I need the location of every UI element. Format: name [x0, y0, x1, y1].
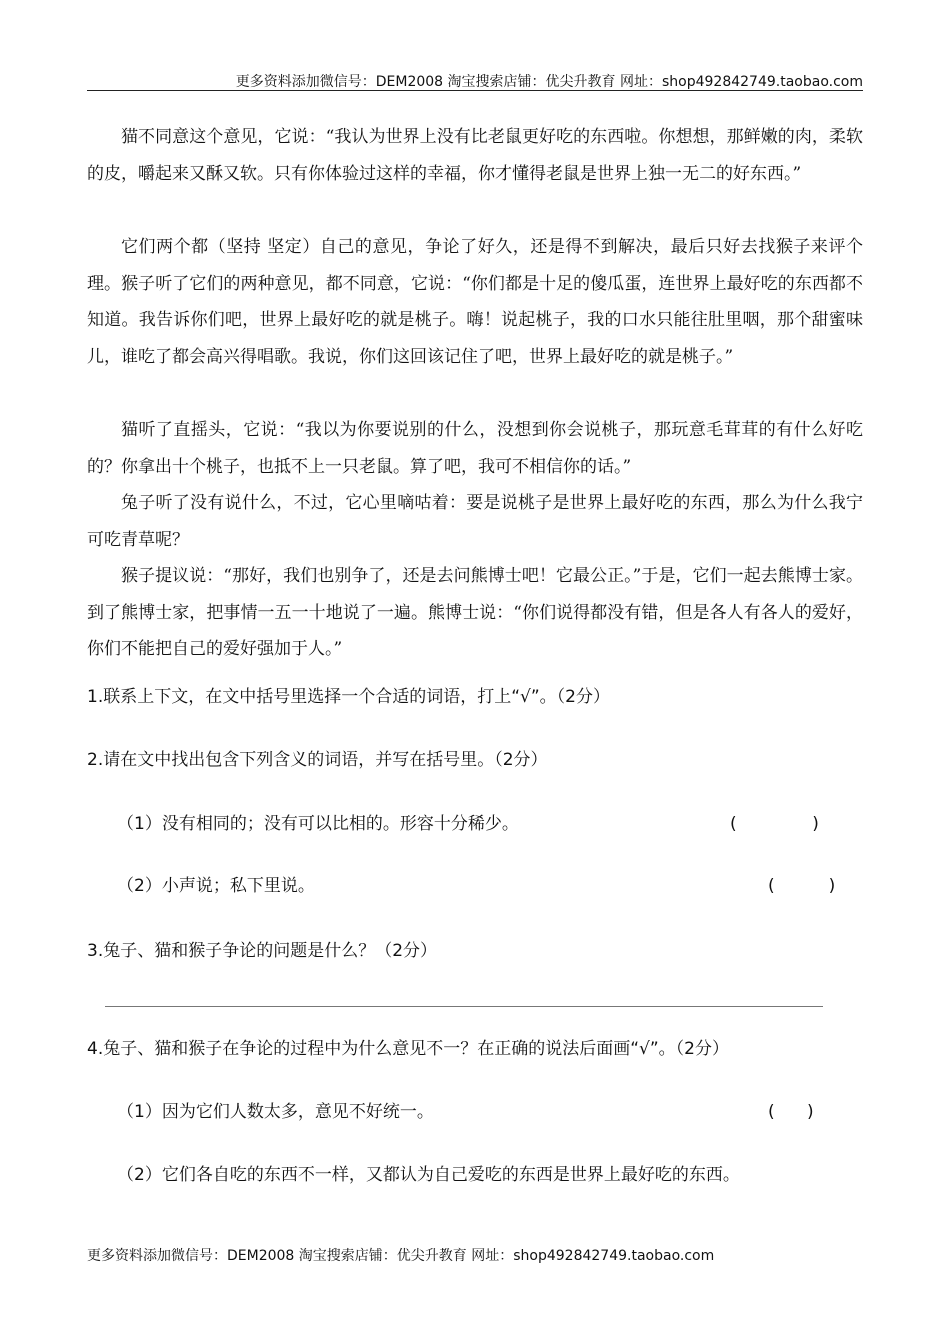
page-footer: 更多资料添加微信号：DEM2008 淘宝搜索店铺：优尖升教育 网址：shop492842749.taobao.com	[87, 1248, 715, 1264]
question-3: 3.兔子、猫和猴子争论的问题是什么？（2分）	[87, 941, 438, 961]
question-1: 1.联系上下文，在文中括号里选择一个合适的词语，打上“√”。（2分）	[87, 687, 610, 707]
page-header: 更多资料添加微信号：DEM2008 淘宝搜索店铺：优尖升教育 网址：shop492842749.taobao.com	[235, 74, 863, 90]
question-3-answer-line[interactable]	[105, 1006, 823, 1007]
question-2-item-1-answer-blank[interactable]: ( )	[730, 814, 819, 834]
passage-paragraph-5: 猴子提议说：“那好，我们也别争了，还是去问熊博士吧！它最公正。”于是，它们一起去熊博士家。到了熊博士家，把事情一五一十地说了一遍。熊博士说：“你们说得都没有错，但是各人有各人的爱好，你们不能把自己的爱好强加于人。”	[87, 566, 863, 659]
question-4-option-2: （2）它们各自吃的东西不一样，又都认为自己爱吃的东西是世界上最好吃的东西。	[117, 1165, 740, 1185]
passage-paragraph-1: 猫不同意这个意见，它说：“我认为世界上没有比老鼠更好吃的东西啦。你想想，那鲜嫩的肉，柔软的皮，嚼起来又酥又软。只有你体验过这样的幸福，你才懂得老鼠是世界上独一无二的好东西。”	[87, 127, 863, 184]
question-2-item-1: （1）没有相同的；没有可以比相的。形容十分稀少。	[117, 814, 519, 834]
passage-paragraph-4: 兔子听了没有说什么，不过，它心里嘀咕着：要是说桃子是世界上最好吃的东西，那么为什么我宁可吃青草呢？	[87, 493, 863, 550]
question-4-option-1-answer-blank[interactable]: ( )	[768, 1102, 814, 1122]
header-divider	[87, 90, 863, 91]
passage-paragraph-3: 猫听了直摇头，它说：“我以为你要说别的什么，没想到你会说桃子，那玩意毛茸茸的有什么好吃的？你拿出十个桃子，也抵不上一只老鼠。算了吧，我可不相信你的话。”	[87, 420, 863, 477]
question-2-item-2: （2）小声说；私下里说。	[117, 876, 315, 896]
question-2-item-2-answer-blank[interactable]: ( )	[768, 876, 836, 896]
question-4-option-1: （1）因为它们人数太多，意见不好统一。	[117, 1102, 434, 1122]
passage-paragraph-2: 它们两个都（坚持 坚定）自己的意见，争论了好久，还是得不到解决，最后只好去找猴子来评个理。猴子听了它们的两种意见，都不同意，它说：“你们都是十足的傻瓜蛋，连世界上最好吃的东西都不知道。我告诉你们吧，世界上最好吃的就是桃子。嗨！说起桃子，我的口水只能往肚里咽，那个甜蜜味儿，谁吃了都会高兴得唱歌。我说，你们这回该记住了吧，世界上最好吃的就是桃子。”	[87, 237, 863, 367]
question-2: 2.请在文中找出包含下列含义的词语，并写在括号里。（2分）	[87, 750, 548, 770]
question-4: 4.兔子、猫和猴子在争论的过程中为什么意见不一？在正确的说法后面画“√”。（2分）	[87, 1039, 729, 1059]
